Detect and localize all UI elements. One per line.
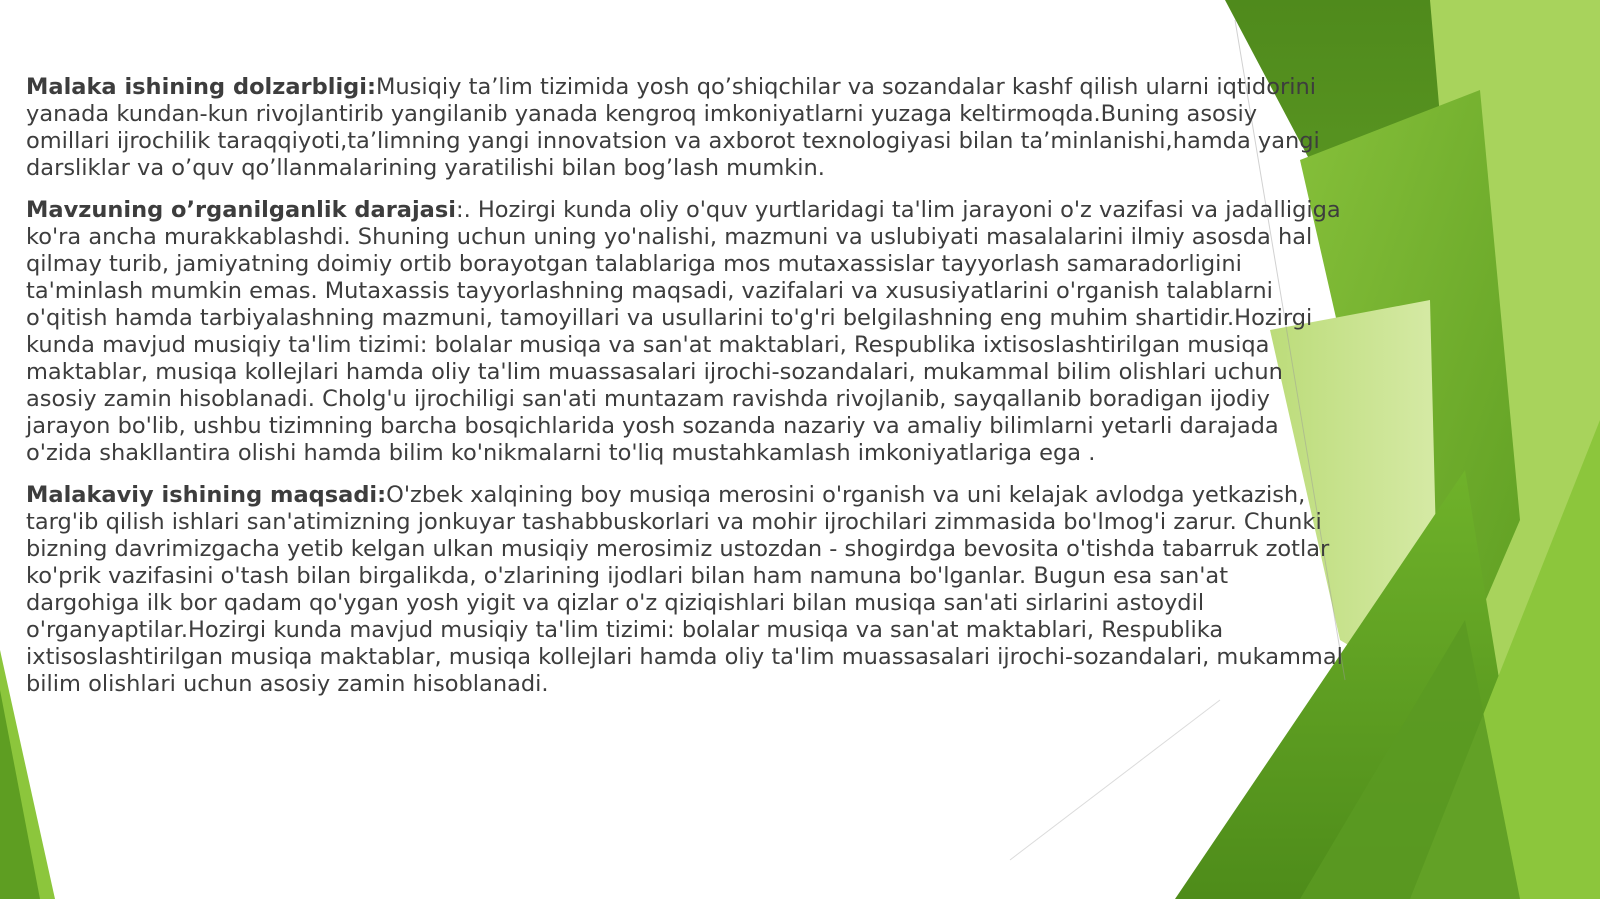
paragraph-heading: Mavzuning o’rganilganlik darajasi <box>26 197 456 223</box>
paragraph-body: O'zbek xalqining boy musiqa merosini o'rganish va uni kelajak avlodga yetkazish, targ'ib qilish ishlari san'atimizning jonkuyar tashabbuskorlari va mohir ijrochilari zimmasida bo'lmog'i zarur. Chunki bizning davrimizgacha yetib kelgan ulkan musiqiy merosimiz ustozdan - shogirdga bevosita o'tishda tabarruk zotlar ko'prik vazifasini o'tash bilan birgalikda, o'zlarining ijodlari bilan ham namuna bo'lganlar. Bugun esa san'at dargohiga ilk bor qadam qo'ygan yosh yigit va qizlar o'z qiziqishlari bilan musiqa san'ati sirlarini astoydil o'rganyaptilar.Hozirgi kunda mavjud musiqiy ta'lim tizimi: bolalar musiqa va san'at maktablari, Respublika ixtisoslashtirilgan musiqa maktablar, musiqa kollejlari hamda oliy ta'lim muassasalari ijrochi-sozandalari, mukammal bilim olishlari uchun asosiy zamin hisoblanadi. <box>26 482 1343 697</box>
content-text <box>26 74 1346 713</box>
paragraph-study-level <box>26 197 1346 467</box>
paragraph-heading: Malaka ishining dolzarbligi: <box>26 74 376 100</box>
paragraph-heading: Malakaviy ishining maqsadi: <box>26 482 387 508</box>
paragraph-relevance <box>26 74 1346 182</box>
paragraph-body: :. Hozirgi kunda oliy o'quv yurtlaridagi ta'lim jarayoni o'z vazifasi va jadalligiga ko'ra ancha murakkablashdi. Shuning uchun uning yo'nalishi, mazmuni va uslubiyati masalalarini ilmiy asosda hal qilmay turib, jamiyatning doimiy ortib borayotgan talablariga mos mutaxassislar tayyorlash samaradorligini ta'minlash mumkin emas. Mutaxassis tayyorlashning maqsadi, vazifalari va xususiyatlarini o'rganish talablarni o'qitish hamda tarbiyalashning mazmuni, tamoyillari va usullarini to'g'ri belgilashning eng muhim shartidir.Hozirgi kunda mavjud musiqiy ta'lim tizimi: bolalar musiqa va san'at maktablari, Respublika ixtisoslashtirilgan musiqa maktablar, musiqa kollejlari hamda oliy ta'lim muassasalari ijrochi-sozandalari, mukammal bilim olishlari uchun asosiy zamin hisoblanadi. Cholg'u ijrochiligi san'ati muntazam ravishda rivojlanib, sayqallanib boradigan ijodiy jarayon bo'lib, ushbu tizimning barcha bosqichlarida yosh sozanda nazariy va amaliy bilimlarni yetarli darajada o'zida shakllantira olishi hamda bilim ko'nikmalarni to'liq mustahkamlash imkoniyatlariga ega . <box>26 197 1341 466</box>
accent-line <box>1010 700 1220 860</box>
paragraph-goal <box>26 482 1346 698</box>
paragraph-body: Musiqiy ta’lim tizimida yosh qo’shiqchilar va sozandalar kashf qilish ularni iqtidorini yanada kundan-kun rivojlantirib yangilanib yanada kengroq imkoniyatlarni yuzaga keltirmoqda.Buning asosiy omillari ijrochilik taraqqiyoti,ta’limning yangi innovatsion va axborot texnologiyasi bilan ta’minlanishi,hamda yangi darsliklar va o’quv qo’llanmalarining yaratilishi bilan bog’lash mumkin. <box>26 74 1320 181</box>
